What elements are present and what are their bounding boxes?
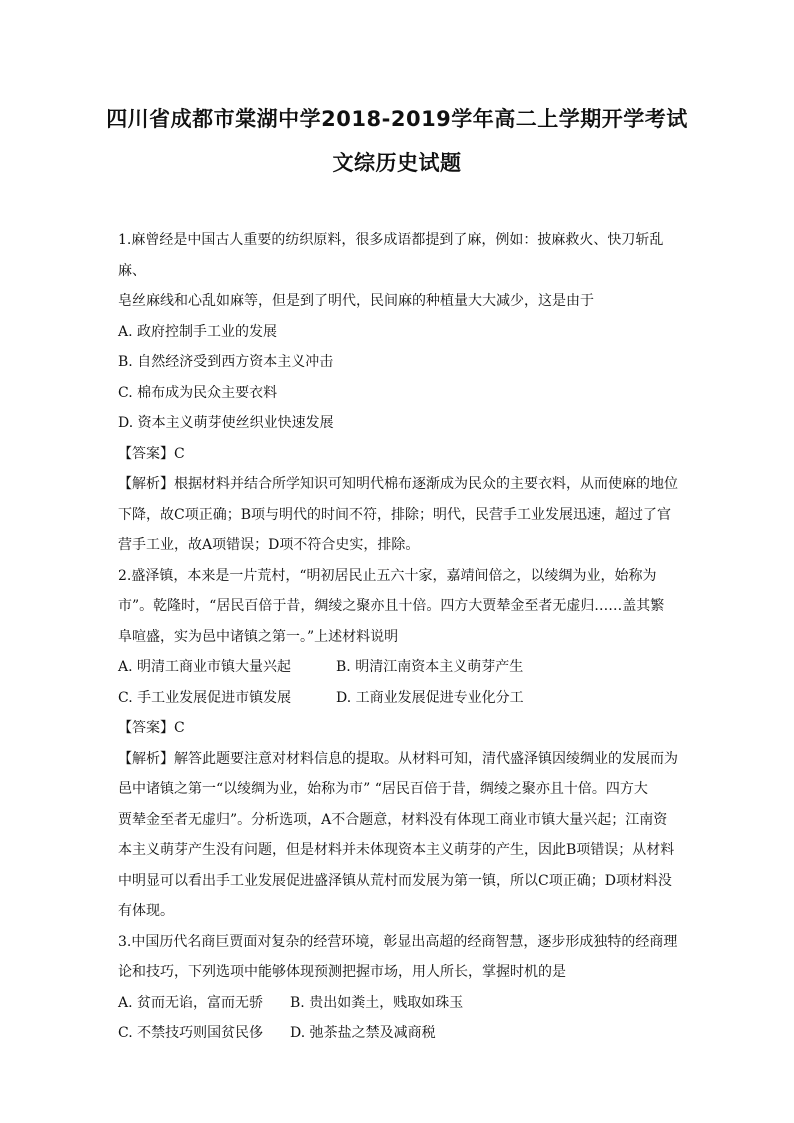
question-3-options-row [118, 988, 686, 1019]
question-3-option-d: D. 弛茶盐之禁及减商税 [290, 1025, 436, 1041]
question-3-stem-line: 论和技巧，下列选项中能够体现预测把握市场，用人所长，掌握时机的是 [118, 964, 566, 980]
question-1-analysis-line: 【解析】根据材料并结合所学知识可知明代棉布逐渐成为民众的主要衣料，从而使麻的地位 [118, 476, 678, 492]
question-2-analysis-line: 邑中诸镇之第一“以绫绸为业，始称为市” “居民百倍于昔，绸绫之聚亦且十倍。四方大 [118, 781, 648, 797]
question-2-answer: 【答案】C [118, 720, 185, 736]
question-2-analysis-line: 有体现。 [118, 903, 174, 919]
question-3-stem-line: 3.中国历代名商巨贾面对复杂的经营环境，彰显出高超的经商智慧，逐步形成独特的经商理 [118, 933, 678, 950]
question-1-answer: 【答案】C [118, 445, 185, 462]
question-1-option-d: D. 资本主义萌芽使丝织业快速发展 [118, 415, 334, 431]
question-1-option-c: C. 棉布成为民众主要衣料 [118, 384, 278, 401]
question-1-option-b: B. 自然经济受到西方资本主义冲击 [118, 354, 334, 370]
question-2-analysis-line: 中明显可以看出手工业发展促进盛泽镇从荒村而发展为第一镇，所以C项正确；D项材料没 [118, 872, 672, 889]
question-2-option-a: A. 明清工商业市镇大量兴起 [118, 659, 292, 675]
question-3-option-c: C. 不禁技巧则国贫民侈 [118, 1025, 264, 1041]
question-2-option-c: C. 手工业发展促进市镇发展 [118, 689, 292, 706]
question-3-option-b: B. 贵出如粪土，贱取如珠玉 [290, 994, 464, 1011]
question-2-stem-line: 市”。乾隆时，“居民百倍于昔，绸绫之聚亦且十倍。四方大贾辇金至者无虚归……盖其繁 [118, 598, 665, 614]
question-1-stem-line: 皂丝麻线和心乱如麻等，但是到了明代，民间麻的种植量大大减少，这是由于 [118, 293, 594, 309]
question-1-option-a: A. 政府控制手工业的发展 [118, 323, 278, 340]
document-title-line-1: 四川省成都市棠湖中学2018-2019学年高二上学期开学考试 [106, 107, 688, 131]
question-1-analysis-line: 营手工业，故A项错误；D项不符合史实，排除。 [118, 537, 420, 553]
question-1-stem-line: 1.麻曾经是中国古人重要的纺织原料，很多成语都提到了麻，例如：披麻救火、快刀斩乱麻、 [118, 232, 664, 279]
question-2-options-row [118, 683, 686, 714]
document-title-line-2: 文综历史试题 [332, 151, 462, 175]
question-2-option-b: B. 明清江南资本主义萌芽产生 [336, 659, 524, 675]
question-3-option-a: A. 贫而无谄，富而无骄 [118, 994, 264, 1011]
question-2-analysis-line: 本主义萌芽产生没有问题，但是材料并未体现资本主义萌芽的产生，因此B项错误；从材料 [118, 842, 675, 858]
question-2-stem-line: 2.盛泽镇，本来是一片荒村，“明初居民止五六十家，嘉靖间倍之，以绫绸为业，始称为 [118, 567, 657, 584]
question-1-analysis-line: 下降，故C项正确；B项与明代的时间不符，排除；明代，民营手工业发展迅速，超过了官 [118, 506, 671, 523]
question-2-analysis-line: 贾辇金至者无虚归”。分析选项，A不合题意，材料没有体现工商业市镇大量兴起；江南资 [118, 811, 668, 828]
question-3-options-row [118, 1018, 686, 1049]
question-2-analysis-line: 【解析】解答此题要注意对材料信息的提取。从材料可知，清代盛泽镇因绫绸业的发展而为 [118, 750, 678, 767]
question-2-options-row [118, 652, 686, 683]
question-2-option-d: D. 工商业发展促进专业化分工 [336, 689, 524, 706]
question-2-stem-line: 阜喧盛，实为邑中诸镇之第一。”上述材料说明 [118, 628, 399, 645]
document-body [118, 225, 686, 1049]
